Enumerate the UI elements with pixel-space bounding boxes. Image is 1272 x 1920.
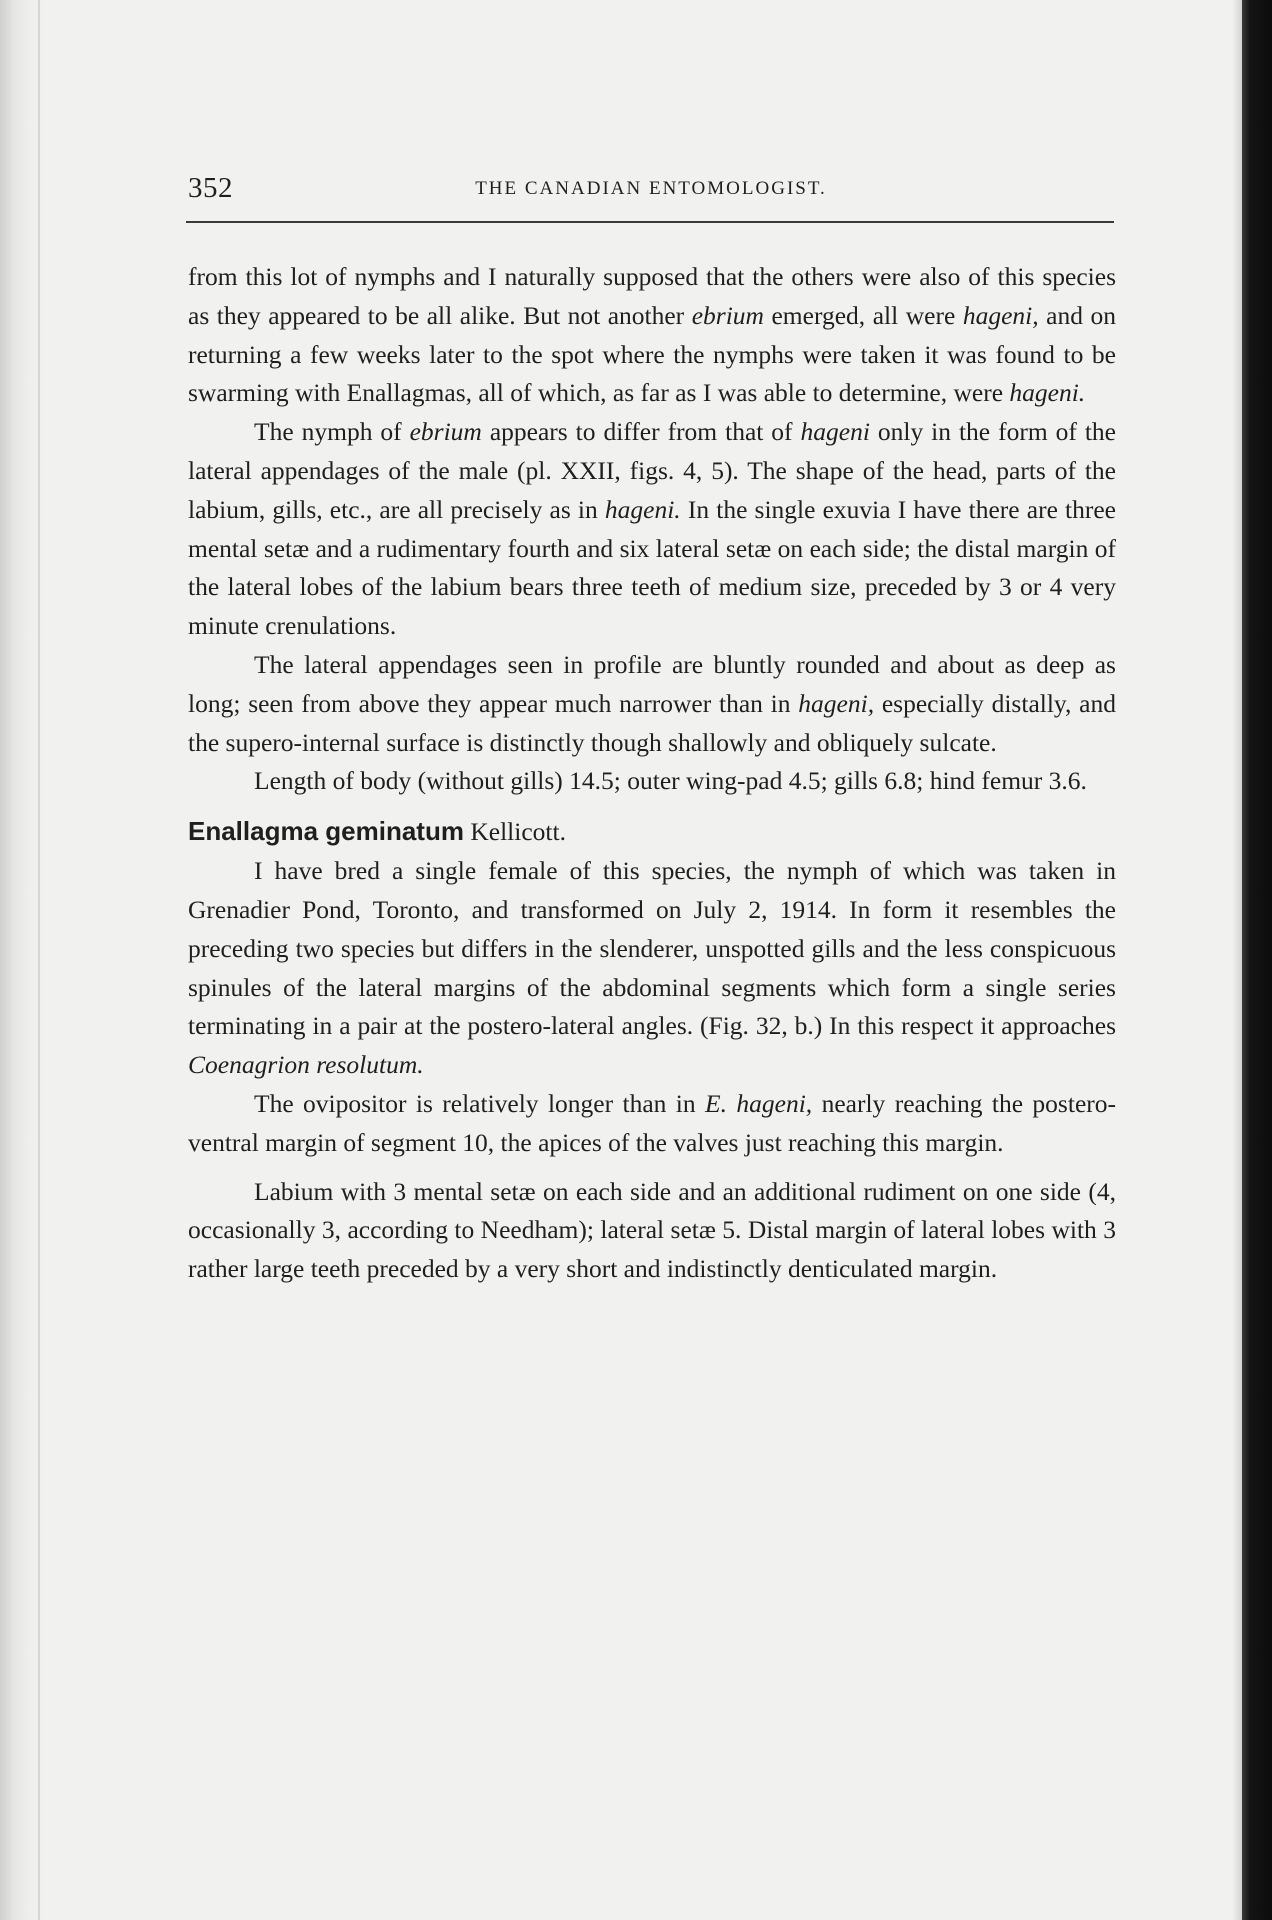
spacer — [188, 801, 1116, 811]
page-header — [188, 172, 1114, 222]
text-run: and on returning a few weeks later to the spot where the nymphs were taken it was found to be swarming with Enallagmas, all of which, as far as I was able to determine, were — [188, 300, 1116, 408]
italic-run: hageni. — [1009, 378, 1086, 408]
text-run: The nymph of — [254, 417, 410, 447]
italic-run: E. hageni, — [705, 1088, 813, 1118]
species-author: Kellicott. — [470, 817, 566, 847]
paragraph-1 — [188, 258, 1116, 413]
paragraph-3 — [188, 646, 1116, 762]
species-name: Enallagma geminatum — [188, 816, 464, 847]
text-run: Labium with 3 mental setæ on each side and an additional rudiment on one side (4, occasionally 3, according to Needham); lateral setæ 5. Distal margin of lateral lobes with 3 rather large teeth preceded by a very short and indistinctly denticulated margin. — [188, 1176, 1116, 1284]
species-heading — [188, 811, 1116, 852]
paragraph-4 — [188, 762, 1116, 801]
paragraph-2 — [188, 413, 1116, 646]
italic-run: hageni, — [798, 688, 875, 718]
running-head: THE CANADIAN ENTOMOLOGIST. — [475, 178, 827, 199]
header-rule — [186, 221, 1114, 223]
text-run: In the single exuvia I have there are three mental setæ and a rudimentary fourth and six lateral setæ on each side; the distal margin of the lateral lobes of the labium bears three teeth of medium size, preceded by 3 or 4 very minute crenulations. — [188, 494, 1116, 641]
italic-run: hageni, — [962, 300, 1039, 330]
text-run: I have bred a single female of this species, the nymph of which was taken in Grenadier Pond, Toronto, and transformed on July 2, 1914. In form it resembles the preceding two species but differs in the slenderer, unspotted gills and the less conspicuous spinules of the lateral margins of the abdominal segments which form a single series terminating in a pair at the postero-lateral angles. (Fig. 32, b.) In this respect it approaches — [188, 856, 1116, 1041]
italic-run: ebrium — [409, 417, 482, 447]
text-run: Length of body (without gills) 14.5; outer wing-pad 4.5; gills 6.8; hind femur 3.6. — [254, 766, 1087, 796]
spacer — [188, 1163, 1116, 1173]
body-text — [188, 258, 1116, 1289]
text-run: especially distally, and the supero-internal surface is distinctly though shallowly and obliquely sulcate. — [188, 688, 1116, 757]
italic-run: Coenagrion resolutum. — [188, 1050, 424, 1080]
italic-run: hageni. — [604, 494, 681, 524]
scan-binding-line — [38, 0, 40, 1920]
paragraph-7 — [188, 1173, 1116, 1289]
text-run: appears to differ from that of — [481, 417, 801, 447]
text-run: The ovipositor is relatively longer than in — [254, 1088, 706, 1118]
italic-run: hageni — [800, 417, 870, 447]
text-run: emerged, all were — [763, 300, 963, 330]
page-number: 352 — [188, 172, 233, 204]
scan-right-edge — [1242, 0, 1272, 1920]
text-run: nearly reaching the postero-ventral margin of segment 10, the apices of the valves just reaching this margin. — [188, 1088, 1116, 1157]
scan-right-shadow — [1232, 0, 1242, 1920]
paragraph-5 — [188, 852, 1116, 1085]
text-run: only in the form of the lateral appendages of the male (pl. XXII, figs. 4, 5). The shape of the head, parts of the labium, gills, etc., are all precisely as in — [188, 417, 1116, 524]
text-run: from this lot of nymphs and I naturally supposed that the others were also of this species as they appeared to be all alike. But not another — [188, 262, 1116, 330]
text-run: The lateral appendages seen in profile are bluntly rounded and about as deep as long; seen from above they appear much narrower than in — [188, 649, 1116, 718]
paragraph-6 — [188, 1085, 1116, 1163]
italic-run: ebrium — [691, 300, 764, 330]
